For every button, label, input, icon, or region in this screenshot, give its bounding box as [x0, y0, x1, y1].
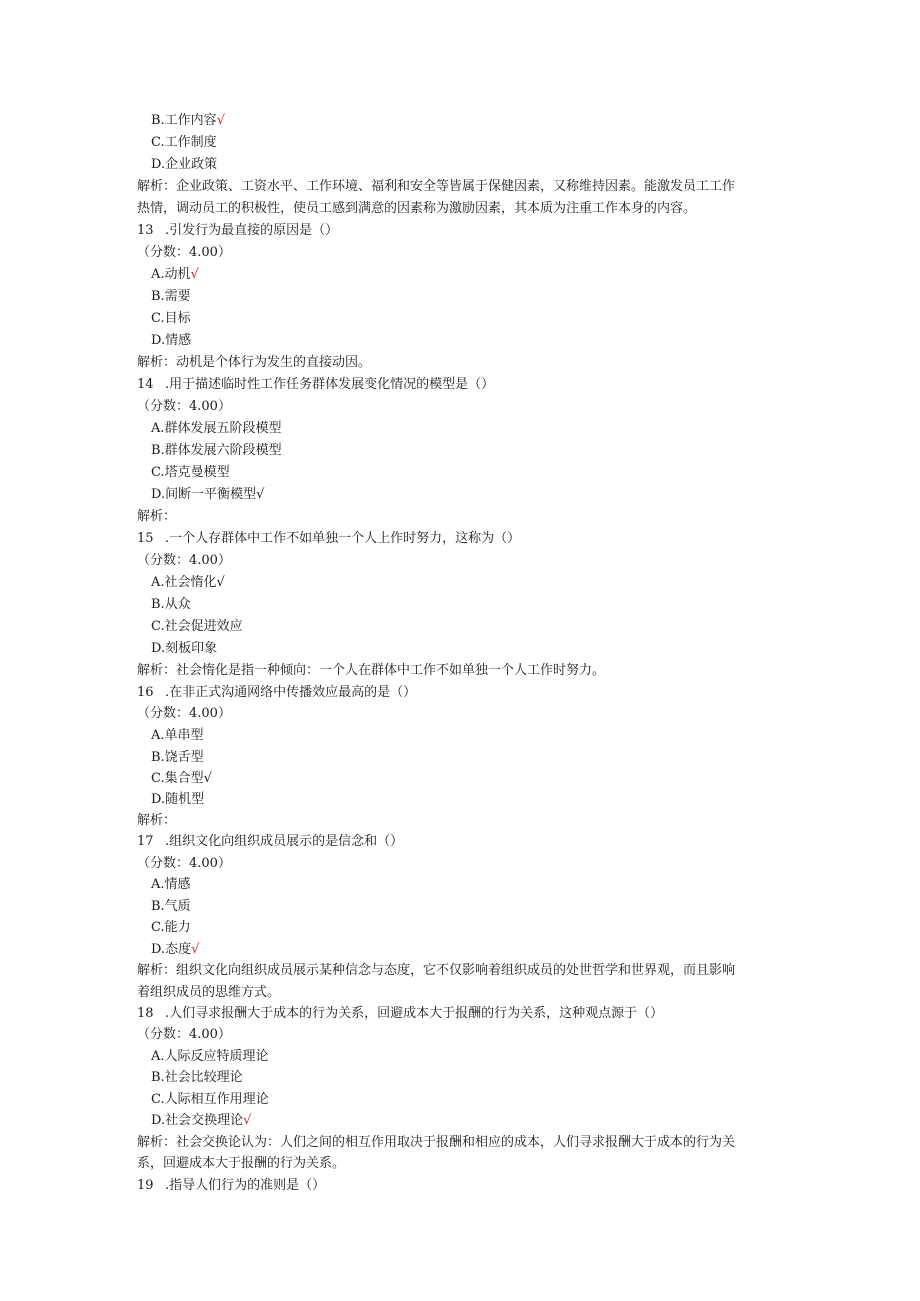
- explanation-line: 解析：社会交换论认为：人们之间的相互作用取决于报酬和相应的成本，人们寻求报酬大于成本的行为关: [137, 1135, 736, 1150]
- question-number: 13: [137, 223, 154, 238]
- question-text: .人们寻求报酬大于成本的行为关系，回避成本大于报酬的行为关系，这种观点源于（）: [165, 1006, 664, 1021]
- question-text: .引发行为最直接的原因是（）: [165, 223, 339, 238]
- question-number: 16: [137, 685, 154, 700]
- option-text: B.社会比较理论: [151, 1070, 243, 1085]
- question-line: [137, 531, 520, 547]
- option-text: C.塔克曼模型: [151, 465, 230, 480]
- option-text: C.集合型: [151, 771, 204, 786]
- question-line: [137, 834, 403, 850]
- option-line: [151, 1049, 269, 1065]
- question-number: 15: [137, 531, 154, 546]
- question-text: .一个人存群体中工作不如单独一个人上作时努力，这称为（）: [165, 531, 521, 546]
- option-text: D.刻板印象: [151, 641, 218, 656]
- option-line: [151, 1070, 243, 1086]
- checkmark-icon: √: [243, 1113, 252, 1128]
- option-text: B.饶舌型: [151, 750, 204, 765]
- option-text: A.情感: [151, 877, 191, 892]
- score-line: （分数：4.00）: [137, 856, 231, 871]
- score-line: （分数：4.00）: [137, 1027, 231, 1042]
- score-line: （分数：4.00）: [137, 553, 231, 568]
- option-line: [151, 421, 282, 437]
- explanation-line: 系，回避成本大于报酬的行为关系。: [137, 1156, 346, 1171]
- option-line: [151, 771, 212, 787]
- option-line: [151, 899, 191, 915]
- explanation-line: 着组织成员的思维方式。: [137, 985, 281, 1000]
- checkmark-icon: √: [191, 942, 200, 957]
- option-text: A.群体发展五阶段模型: [151, 421, 282, 436]
- option-line: [151, 267, 199, 283]
- option-text: C.目标: [151, 311, 191, 326]
- option-line: [151, 728, 204, 744]
- option-line: [151, 942, 199, 958]
- explanation-line: 解析：企业政策、工资水平、工作环境、福利和安全等皆属于保健因素，又称维持因素。能激发员工工作: [137, 179, 736, 194]
- option-line: [151, 641, 217, 657]
- checkmark-icon: √: [216, 113, 225, 128]
- option-text: D.社会交换理论: [151, 1113, 244, 1128]
- option-text: A.社会惰化: [151, 575, 217, 590]
- score-line: （分数：4.00）: [137, 399, 231, 414]
- option-text: A.单串型: [151, 728, 204, 743]
- question-line: [137, 377, 494, 393]
- explanation-line: 解析：动机是个体行为发生的直接动因。: [137, 355, 372, 370]
- question-text: .组织文化向组织成员展示的是信念和（）: [165, 834, 404, 849]
- option-line: [151, 135, 217, 151]
- question-line: [137, 223, 338, 239]
- option-text: C.社会促进效应: [151, 619, 243, 634]
- question-number: 17: [137, 834, 154, 849]
- option-line: [151, 575, 225, 591]
- option-text: B.群体发展六阶段模型: [151, 443, 282, 458]
- question-line: [137, 1006, 663, 1022]
- question-number: 18: [137, 1006, 154, 1021]
- score-line: （分数：4.00）: [137, 706, 231, 721]
- option-text: D.企业政策: [151, 157, 218, 172]
- option-line: [151, 289, 191, 305]
- option-line: [151, 1092, 269, 1108]
- option-line: [151, 792, 204, 808]
- explanation-line: 解析：组织文化向组织成员展示某种信念与态度，它不仅影响着组织成员的处世哲学和世界观，而且影响: [137, 963, 736, 978]
- option-text: C.工作制度: [151, 135, 217, 150]
- checkmark-icon: √: [203, 771, 212, 786]
- checkmark-icon: √: [256, 487, 265, 502]
- option-text: D.态度: [151, 942, 192, 957]
- option-line: [151, 333, 191, 349]
- option-line: [151, 619, 243, 635]
- option-text: D.随机型: [151, 792, 205, 807]
- checkmark-icon: √: [216, 575, 225, 590]
- explanation-line: 解析：: [137, 509, 177, 524]
- option-line: [151, 877, 191, 893]
- option-line: [151, 465, 230, 481]
- option-text: A.人际反应特质理论: [151, 1049, 269, 1064]
- option-line: [151, 157, 217, 173]
- score-line: （分数：4.00）: [137, 245, 231, 260]
- question-text: .在非正式沟通网络中传播效应最高的是（）: [165, 685, 417, 700]
- option-line: [151, 113, 225, 129]
- question-line: [137, 1178, 325, 1194]
- option-line: [151, 311, 191, 327]
- option-text: C.能力: [151, 920, 191, 935]
- question-text: .用于描述临时性工作任务群体发展变化情况的模型是（）: [165, 377, 495, 392]
- option-line: [151, 597, 191, 613]
- option-text: A.动机: [151, 267, 191, 282]
- option-text: D.情感: [151, 333, 192, 348]
- explanation-line: 解析：社会惰化是指一种倾向：一个人在群体中工作不如单独一个人工作时努力。: [137, 663, 606, 678]
- option-text: D.间断一平衡模型: [151, 487, 257, 502]
- option-text: B.从众: [151, 597, 191, 612]
- explanation-line: 热情，调动员工的积极性，使员工感到满意的因素称为激励因素，其本质为注重工作本身的内容。: [137, 201, 697, 216]
- checkmark-icon: √: [190, 267, 199, 282]
- option-line: [151, 487, 264, 503]
- option-text: B.工作内容: [151, 113, 217, 128]
- question-number: 19: [137, 1178, 154, 1193]
- option-text: B.需要: [151, 289, 191, 304]
- option-text: C.人际相互作用理论: [151, 1092, 269, 1107]
- option-line: [151, 920, 191, 936]
- option-text: B.气质: [151, 899, 191, 914]
- option-line: [151, 1113, 251, 1129]
- option-line: [151, 443, 282, 459]
- explanation-line: 解析：: [137, 813, 177, 828]
- question-text: .指导人们行为的准则是（）: [165, 1178, 326, 1193]
- question-line: [137, 685, 416, 701]
- question-number: 14: [137, 377, 154, 392]
- option-line: [151, 750, 204, 766]
